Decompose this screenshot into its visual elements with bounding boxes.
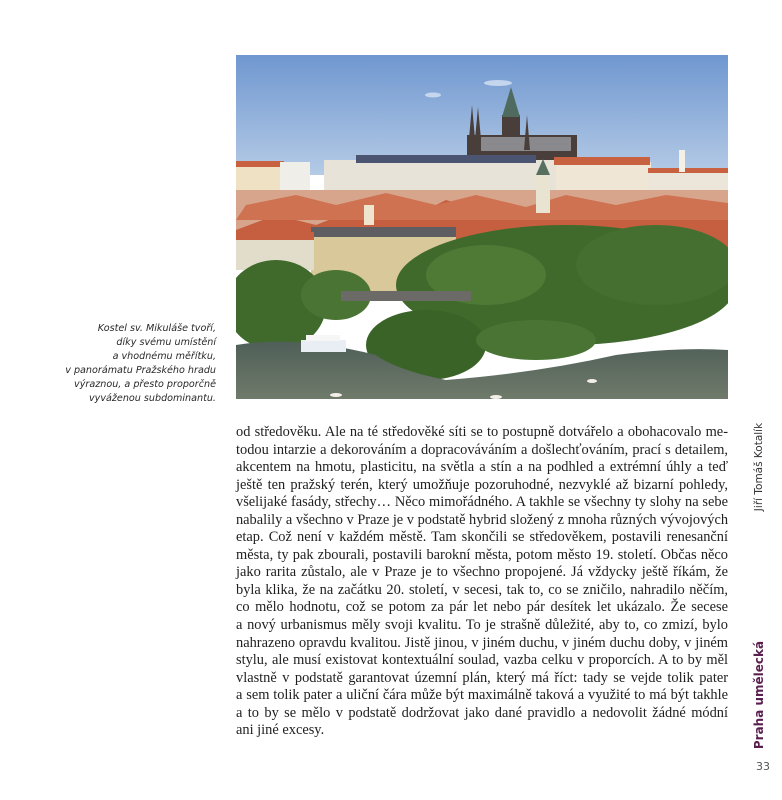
caption-line: výraznou, a přesto proporčně [74,378,216,390]
body-line: stylu, ale musí existovat kontextuální soulad, vazba celku v proporcích. A to by měl [236,652,728,669]
caption-line: díky svému umístění [116,336,216,348]
body-line: ani jiné excesy. [236,722,325,739]
body-line: od středověku. Ale na té středověké síti se to postupně dotvářelo a obohacovalo me- [236,424,728,440]
body-line: města, ty pak zbourali, postavili barokní města, potom město 19. století. Občas něco [236,546,728,563]
page-number: 33 [756,760,770,773]
body-line: a to by se mělo v podstatě dodržovat jako dané pravidlo a nedovolit žádné módní [236,704,728,721]
body-line: byla klika, že na začátku 20. století, v secesi, tak to, co se zničilo, nahradilo něčím, [236,581,728,598]
bridge [341,291,471,301]
boat [301,340,346,352]
body-line: všelijaké fasády, střechy… Něco mimořádného. A takhle se všechny ty slohy na sebe [236,494,728,511]
photo-caption [30,322,216,405]
prague-castle-photo [236,55,728,399]
body-line: co mělo hodnotu, což se potom za pár let nebo pár desítek let ukázalo. Že secese [236,599,728,616]
body-text [236,424,728,740]
body-line: ještě ten pražský terén, který umožňuje pozoruhodné, nezvyklé až bizarní pohledy, [236,476,728,493]
body-line: nabalily a všechno v Praze je v podstatě hybrid složený z mnoha různých vývojových [236,511,729,528]
caption-line: Kostel sv. Mikuláše tvoří, [97,323,216,334]
body-line: vlastně v podstatě garantovat územní plán, který má říct: tady se vejde tolik pater [236,669,728,686]
body-line: jako rarita zůstalo, ale v Praze je to všechno propojené. Já vždycky ještě říkám, že [236,564,728,581]
author-running-head [751,424,767,510]
section-title: Praha umělecká [752,640,766,750]
body-line: a sem tolik pater a uliční čára může být maximálně taková a využité to má být takhle [236,687,728,704]
body-line: todou intarzie a dekorováním a dopracováváním a došlechťováním, prací s detailem, [236,441,728,458]
body-line: etap. Což není v každém městě. Tam skončili se středověkem, postavili renesanční [236,529,728,546]
castle-palace [324,160,564,195]
caption-line: vyváženou subdominantu. [88,392,216,404]
section-running-head [750,640,768,750]
body-line: akcentem na hmotu, plasticitu, na světla a stín a na podhled a extrémní úhly a teď [236,459,728,476]
body-line: a nový urbanismus měly svoji kvalitu. To je strašně důležité, aby to, co zmizí, bylo [236,617,728,634]
photo-illustration [236,55,728,399]
body-line: nahrazeno opravdu kvalitou. Jistě jinou, v jiném duchu, v jiném duchu doby, v jiném [236,634,728,651]
caption-line: a vhodnému měřítku, [112,350,216,362]
caption-line: v panorámatu Pražského hradu [65,364,216,376]
author-name: Jiří Tomáš Kotalík [753,422,765,512]
